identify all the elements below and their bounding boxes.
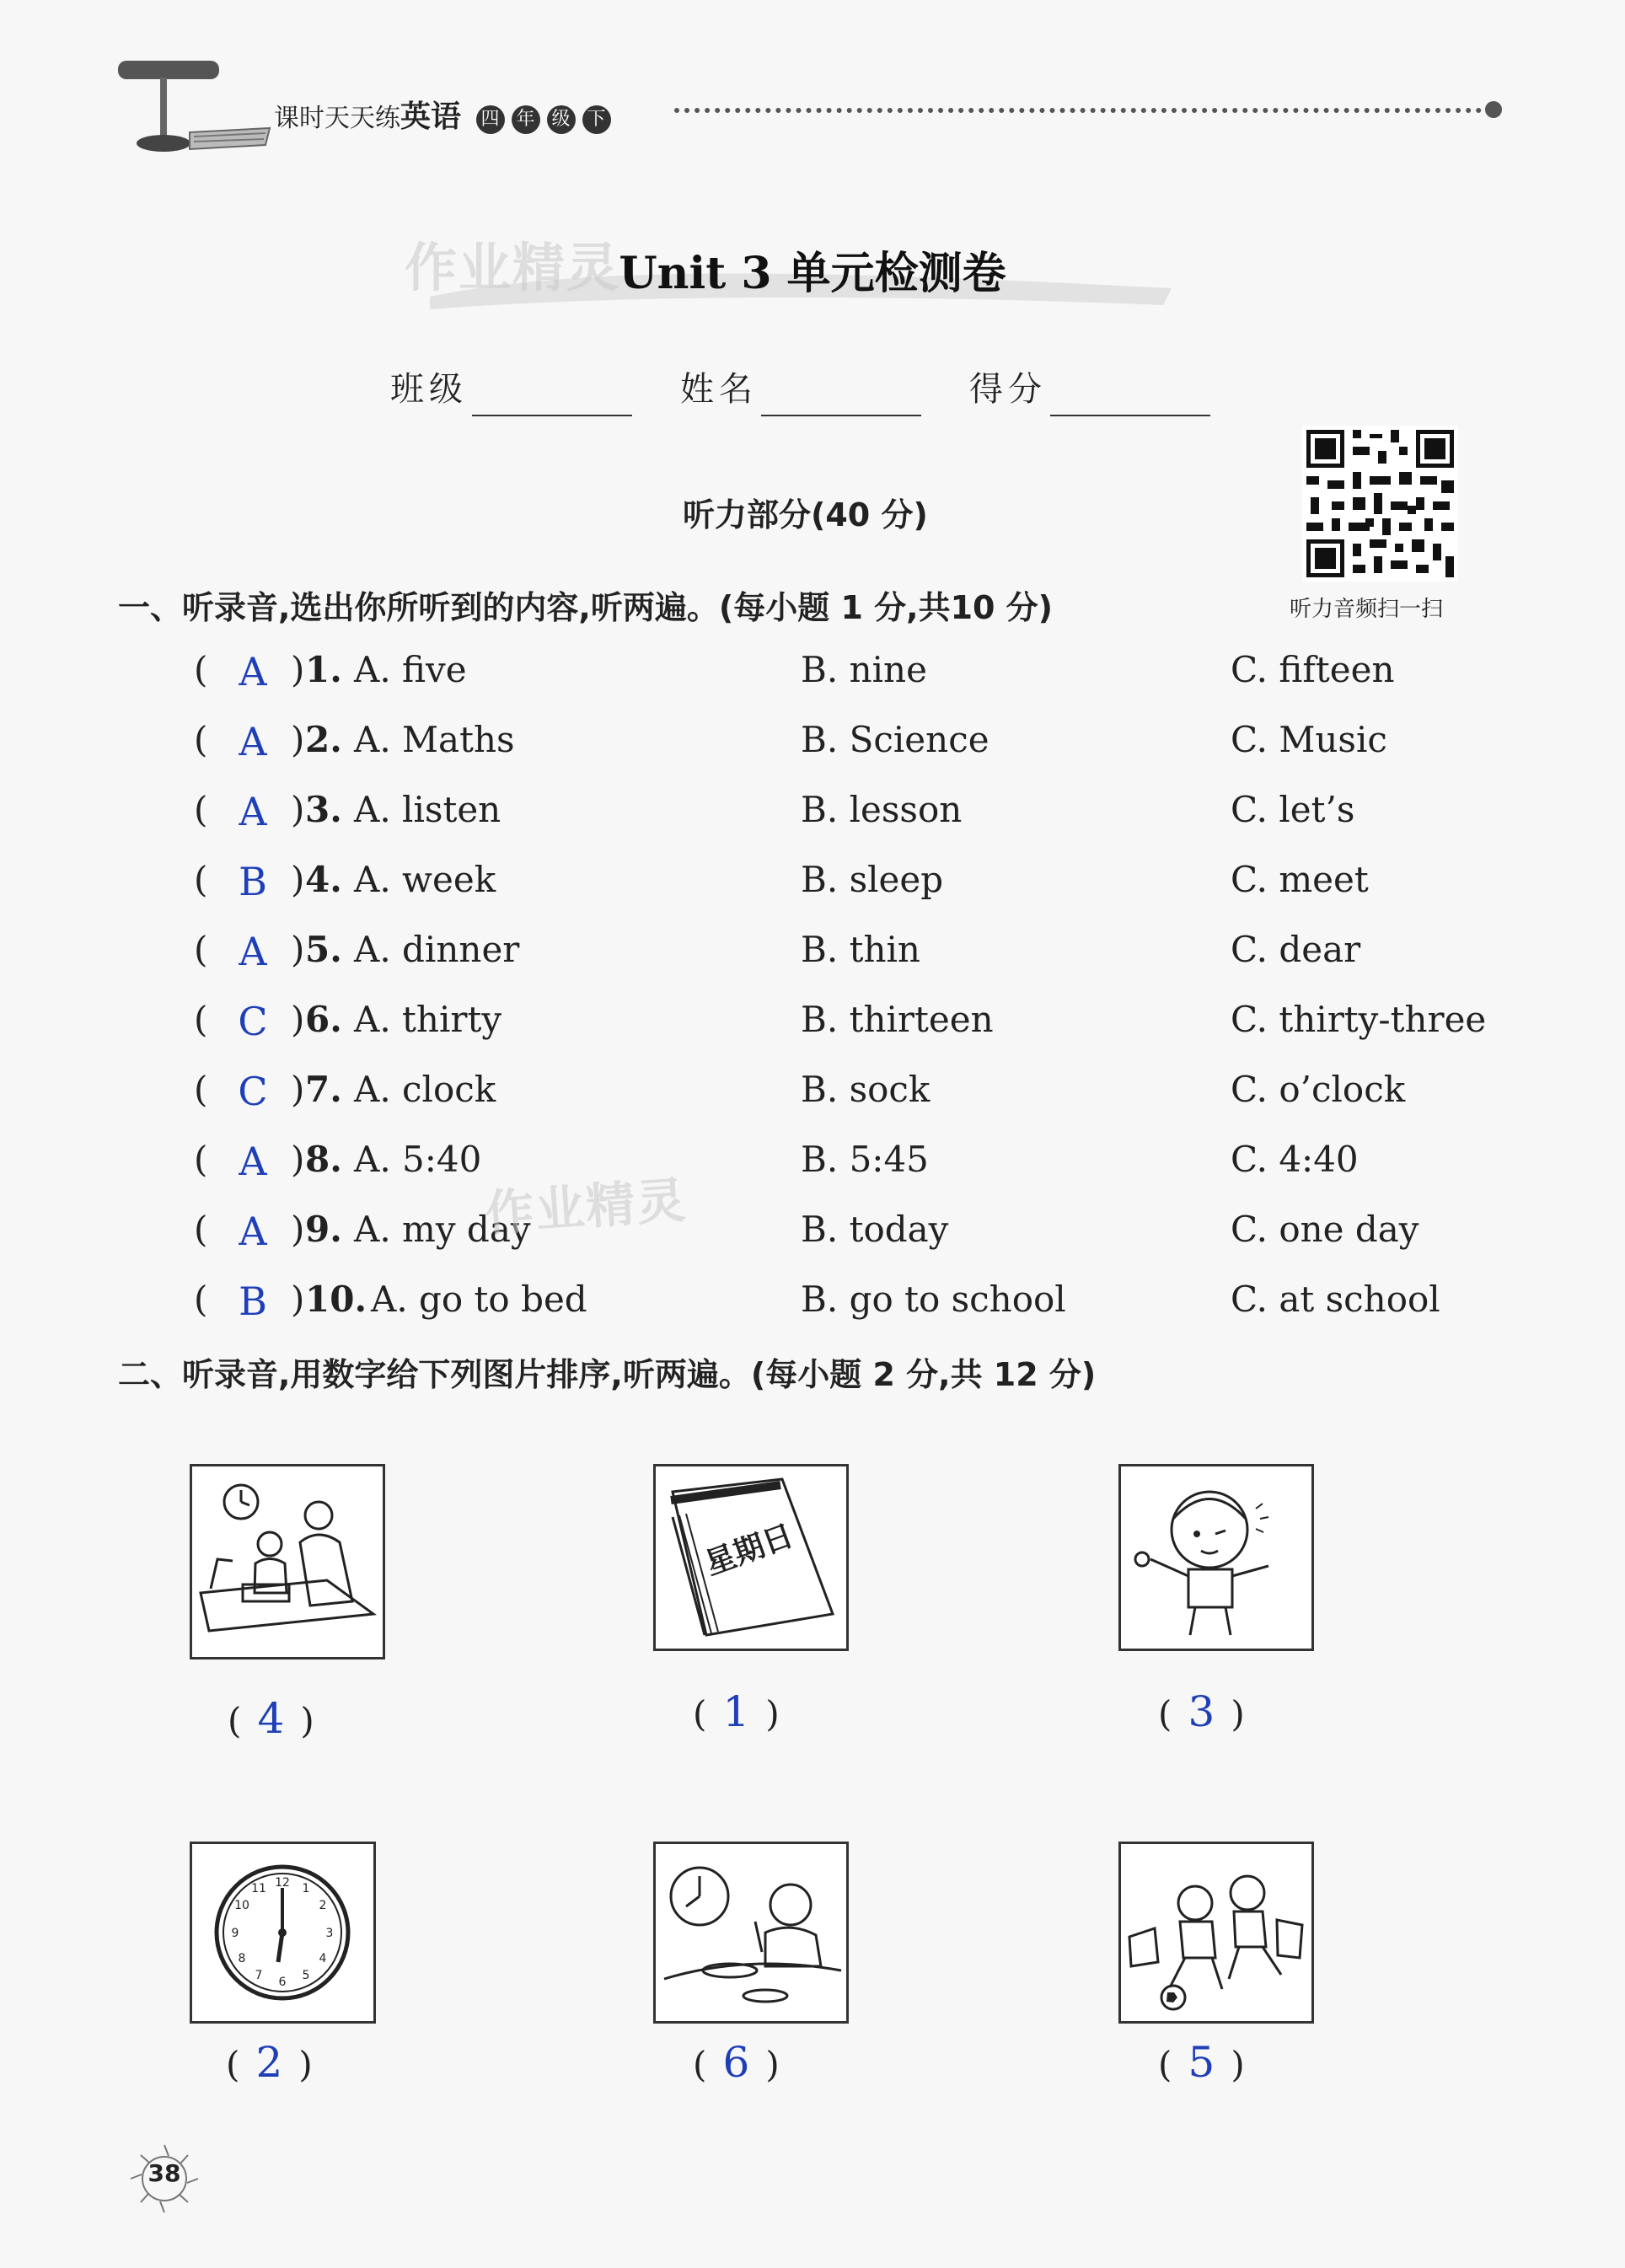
answer-paren-close: ): [291, 1279, 305, 1320]
option-a: A. Maths: [354, 719, 515, 760]
name-label: 姓名: [680, 370, 758, 409]
watermark-middle: 作业精灵: [483, 1171, 689, 1243]
order-paren-open: (: [1158, 2044, 1172, 2085]
picture-clock: [190, 1842, 376, 2024]
wall-clock-icon: [192, 1844, 373, 2021]
svg-text:12: 12: [275, 1876, 290, 1890]
question-number: 2.: [305, 719, 342, 760]
option-b: B. 5:45: [801, 1139, 929, 1180]
order-answer: [693, 2038, 780, 2087]
section2-instruction: 二、听录音,用数字给下列图片排序,听两遍。(每小题 2 分,共 12 分): [118, 1356, 1097, 1393]
option-a: A. five: [354, 649, 467, 690]
question-row: [0, 1139, 1625, 1198]
question-number: 6.: [305, 999, 342, 1040]
order-value[interactable]: 1: [722, 1687, 750, 1736]
option-a: A. 5:40: [354, 1139, 482, 1180]
option-c: C. one day: [1231, 1209, 1419, 1250]
answer-paren-open: (: [194, 1139, 208, 1180]
score-blank[interactable]: [1050, 415, 1210, 416]
option-c: C. Music: [1231, 719, 1387, 760]
answer-paren-open: (: [194, 1279, 208, 1320]
question-row: [0, 1279, 1625, 1338]
option-a: A. clock: [354, 1069, 496, 1110]
option-a: A. week: [354, 859, 496, 900]
svg-text:11: 11: [251, 1882, 266, 1895]
answer-value[interactable]: A: [239, 1209, 267, 1254]
option-a: A. dinner: [354, 929, 520, 970]
question-number: 7.: [305, 1069, 342, 1110]
question-row: [0, 789, 1625, 848]
question-row: [0, 1209, 1625, 1268]
answer-paren-close: ): [291, 1209, 305, 1250]
order-paren-close: ): [765, 2044, 780, 2085]
qr-code-icon[interactable]: [1302, 426, 1458, 582]
option-a: A. go to bed: [371, 1279, 587, 1320]
option-c: C. let’s: [1231, 789, 1355, 830]
header-rule-end-dot: [1485, 101, 1502, 118]
option-b: B. go to school: [801, 1279, 1066, 1320]
page-title: Unit 3 单元检测卷: [619, 248, 1006, 299]
grade-mark-4: 下: [582, 105, 611, 134]
order-answer: [1158, 2038, 1245, 2087]
question-row: [0, 649, 1625, 708]
grade-mark-3: 级: [547, 105, 576, 134]
answer-value[interactable]: A: [239, 649, 267, 694]
order-paren-open: (: [228, 1700, 242, 1741]
option-b: B. Science: [801, 719, 989, 760]
svg-text:5: 5: [302, 1969, 310, 1982]
svg-text:6: 6: [278, 1976, 287, 1989]
order-value[interactable]: 6: [722, 2038, 750, 2087]
calendar-illustration: [656, 1466, 846, 1649]
option-b: B. sock: [801, 1069, 930, 1110]
grade-mark-1: 四: [476, 105, 505, 134]
name-blank[interactable]: [761, 415, 921, 416]
option-c: C. 4:40: [1231, 1139, 1359, 1180]
svg-text:8: 8: [238, 1952, 246, 1965]
order-paren-close: ): [300, 1700, 314, 1741]
answer-paren-open: (: [194, 859, 208, 900]
answer-paren-close: ): [291, 719, 305, 760]
order-paren-close: ): [765, 1693, 780, 1735]
watermark-top: 作业精灵: [405, 237, 621, 298]
qr-caption: 听力音频扫一扫: [1290, 597, 1444, 622]
order-value[interactable]: 2: [255, 2038, 283, 2087]
answer-paren-open: (: [194, 649, 208, 690]
order-paren-open: (: [693, 1693, 707, 1735]
answer-value[interactable]: B: [239, 859, 267, 904]
order-answer: [226, 2038, 313, 2087]
option-c: C. dear: [1231, 929, 1361, 970]
desk-lamp-logo: [110, 52, 278, 162]
answer-paren-close: ): [291, 1069, 305, 1110]
score-label: 得分: [969, 370, 1047, 409]
question-number: 4.: [305, 859, 342, 900]
option-c: C. o’clock: [1231, 1069, 1406, 1110]
header-series-name: 课时天天练: [274, 104, 400, 133]
option-b: B. lesson: [801, 789, 963, 830]
answer-value[interactable]: A: [239, 719, 267, 764]
answer-value[interactable]: A: [239, 789, 267, 834]
svg-text:10: 10: [234, 1899, 249, 1912]
answer-paren-open: (: [194, 719, 208, 760]
calendar-text: 星期日: [700, 1518, 798, 1582]
answer-paren-open: (: [194, 999, 208, 1040]
answer-paren-open: (: [194, 1209, 208, 1250]
order-paren-close: ): [298, 2044, 313, 2085]
question-number: 9.: [305, 1209, 342, 1250]
option-a: A. listen: [354, 789, 501, 830]
answer-value[interactable]: A: [239, 1139, 267, 1184]
page-number: 38: [147, 2159, 181, 2187]
question-row: [0, 929, 1625, 988]
answer-value[interactable]: A: [239, 929, 267, 974]
option-a: A. thirty: [354, 999, 502, 1040]
svg-text:1: 1: [302, 1882, 310, 1895]
listening-heading: 听力部分(40 分): [683, 496, 928, 533]
option-c: C. meet: [1231, 859, 1369, 900]
order-value[interactable]: 5: [1188, 2038, 1215, 2087]
answer-paren-open: (: [194, 929, 208, 970]
order-paren-close: ): [1231, 2044, 1245, 2085]
homework-illustration: [192, 1466, 383, 1657]
svg-text:9: 9: [231, 1927, 239, 1940]
order-paren-open: (: [226, 2044, 240, 2085]
option-c: C. at school: [1231, 1279, 1440, 1320]
girl-illustration: [1121, 1466, 1311, 1649]
question-row: [0, 719, 1625, 778]
option-c: C. fifteen: [1231, 649, 1395, 690]
answer-value[interactable]: C: [238, 1069, 268, 1114]
option-b: B. nine: [801, 649, 927, 690]
header-series: [274, 93, 611, 136]
svg-text:2: 2: [319, 1899, 327, 1912]
option-c: C. thirty-three: [1231, 999, 1487, 1040]
question-row: [0, 1069, 1625, 1128]
answer-paren-close: ): [291, 1139, 305, 1180]
breakfast-illustration: [656, 1844, 846, 2021]
question-row: [0, 999, 1625, 1058]
order-value[interactable]: 3: [1188, 1687, 1215, 1736]
answer-value[interactable]: B: [239, 1279, 267, 1324]
order-value[interactable]: 4: [257, 1694, 285, 1743]
option-b: B. thin: [801, 929, 920, 970]
answer-paren-close: ): [291, 649, 305, 690]
order-paren-open: (: [1158, 1693, 1172, 1735]
answer-paren-open: (: [194, 1069, 208, 1110]
option-a: A. my day: [354, 1209, 531, 1250]
picture-homework: [190, 1464, 385, 1659]
question-number: 1.: [305, 649, 342, 690]
question-number: 8.: [305, 1139, 342, 1180]
order-answer: [1158, 1687, 1245, 1736]
option-b: B. thirteen: [801, 999, 994, 1040]
order-paren-close: ): [1231, 1693, 1245, 1735]
answer-paren-close: ): [291, 999, 305, 1040]
grade-mark-2: 年: [512, 105, 540, 134]
order-answer: [693, 1687, 780, 1736]
order-paren-open: (: [693, 2044, 707, 2085]
svg-text:7: 7: [255, 1969, 263, 1982]
option-b: B. today: [801, 1209, 949, 1250]
picture-football: [1118, 1842, 1314, 2024]
answer-paren-open: (: [194, 789, 208, 830]
class-blank[interactable]: [472, 415, 632, 416]
question-number: 10.: [305, 1279, 367, 1320]
picture-breakfast: [653, 1842, 849, 2024]
answer-paren-close: ): [291, 929, 305, 970]
header-dotted-rule: [674, 108, 1492, 113]
football-illustration: [1121, 1844, 1311, 2021]
answer-paren-close: ): [291, 789, 305, 830]
svg-text:4: 4: [319, 1952, 327, 1965]
picture-girl-waking: [1118, 1464, 1314, 1651]
header-subject: 英语: [400, 99, 462, 134]
section1-instruction: 一、听录音,选出你所听到的内容,听两遍。(每小题 1 分,共10 分): [118, 589, 1054, 626]
answer-value[interactable]: C: [238, 999, 268, 1044]
answer-paren-close: ): [291, 859, 305, 900]
svg-text:3: 3: [325, 1927, 334, 1940]
question-row: [0, 859, 1625, 918]
question-number: 5.: [305, 929, 342, 970]
picture-calendar: [653, 1464, 849, 1651]
question-number: 3.: [305, 789, 342, 830]
order-answer: [228, 1694, 314, 1743]
option-b: B. sleep: [801, 859, 944, 900]
class-label: 班级: [390, 370, 468, 409]
